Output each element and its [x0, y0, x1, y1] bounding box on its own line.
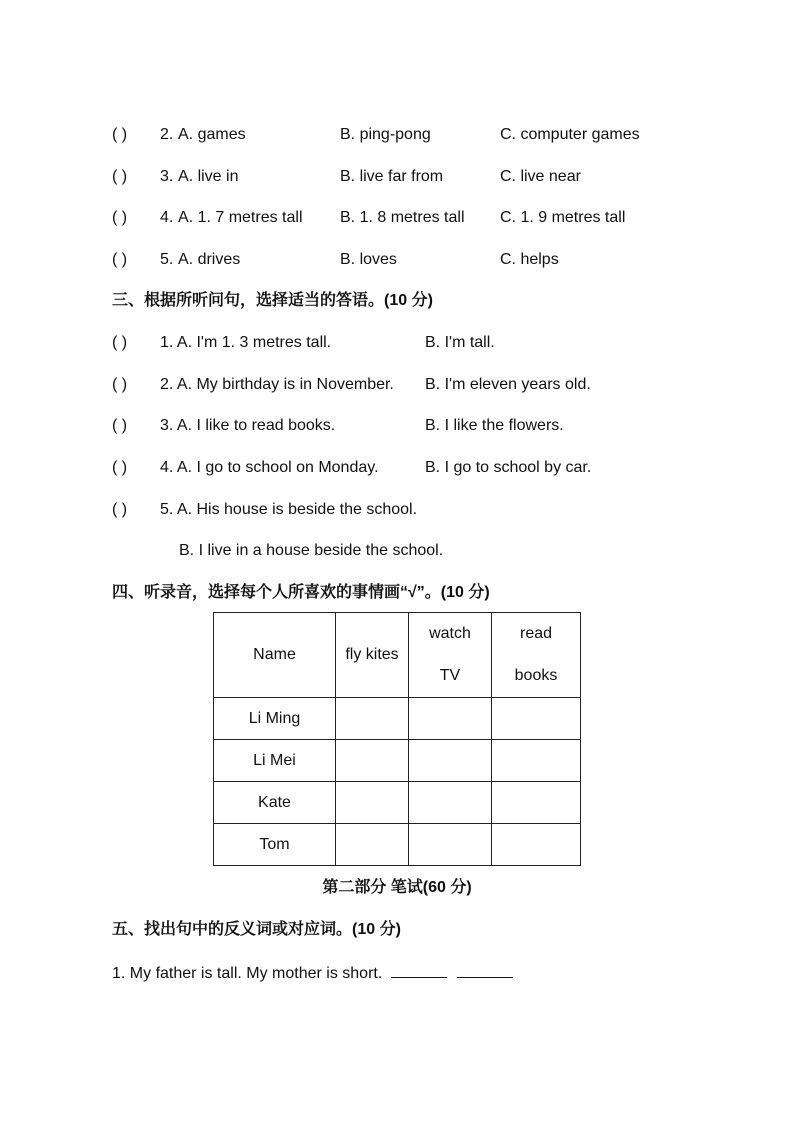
- table-row: [214, 782, 581, 824]
- section-heading: 三、根据所听问句，选择适当的答语。(10 分): [112, 292, 433, 309]
- option-a: A. drives: [178, 251, 241, 268]
- question-number: 5.: [160, 251, 174, 268]
- check-cell[interactable]: [336, 824, 409, 866]
- answer-blank: ( ): [112, 501, 128, 518]
- answer-blank: ( ): [112, 417, 128, 434]
- check-cell[interactable]: [492, 824, 581, 866]
- option-b: B. I like the flowers.: [425, 417, 564, 434]
- question-number: 4.: [160, 209, 174, 226]
- option-b: B. loves: [340, 251, 397, 268]
- table-header-row: [214, 613, 581, 698]
- option-a: 2. A. My birthday is in November.: [160, 376, 394, 393]
- table-row: [214, 698, 581, 740]
- header-line: TV: [439, 667, 461, 684]
- name-cell: Li Ming: [214, 698, 336, 740]
- column-header-fly-kites: fly kites: [336, 613, 409, 698]
- option-b: B. live far from: [340, 168, 444, 185]
- name-cell: Kate: [214, 782, 336, 824]
- question-text: 1. My father is tall. My mother is short.: [112, 965, 383, 982]
- option-b: B. I'm eleven years old.: [425, 376, 591, 393]
- option-c: C. live near: [500, 168, 581, 185]
- table-row: [214, 824, 581, 866]
- check-cell[interactable]: [492, 782, 581, 824]
- answer-blank: ( ): [112, 251, 128, 268]
- option-c: C. helps: [500, 251, 559, 268]
- option-c: C. computer games: [500, 126, 640, 143]
- question-row: [112, 959, 513, 983]
- check-cell[interactable]: [336, 740, 409, 782]
- header-line: watch: [429, 625, 471, 642]
- check-cell[interactable]: [409, 782, 492, 824]
- check-cell[interactable]: [409, 824, 492, 866]
- option-b: B. I'm tall.: [425, 334, 495, 351]
- answer-blank: ( ): [112, 126, 128, 143]
- option-c: C. 1. 9 metres tall: [500, 209, 626, 226]
- option-b: B. I live in a house beside the school.: [179, 542, 444, 559]
- option-a: A. games: [178, 126, 246, 143]
- column-header-read-books: [492, 613, 581, 698]
- option-a: 4. A. I go to school on Monday.: [160, 459, 379, 476]
- section-heading: 五、找出句中的反义词或对应词。(10 分): [112, 921, 401, 938]
- table-row: [214, 740, 581, 782]
- name-cell: Li Mei: [214, 740, 336, 782]
- option-a: 3. A. I like to read books.: [160, 417, 336, 434]
- header-line: read: [519, 625, 553, 642]
- answer-blank: ( ): [112, 459, 128, 476]
- column-header-name: Name: [214, 613, 336, 698]
- answer-line[interactable]: [391, 959, 447, 978]
- name-cell: Tom: [214, 824, 336, 866]
- option-a: A. live in: [178, 168, 239, 185]
- answer-blank: ( ): [112, 376, 128, 393]
- check-cell[interactable]: [409, 740, 492, 782]
- answer-line[interactable]: [457, 959, 513, 978]
- answer-blank: ( ): [112, 209, 128, 226]
- option-b: B. 1. 8 metres tall: [340, 209, 465, 226]
- check-cell[interactable]: [492, 740, 581, 782]
- header-line: books: [514, 667, 558, 684]
- check-cell[interactable]: [409, 698, 492, 740]
- column-header-watch-tv: [409, 613, 492, 698]
- option-b: B. I go to school by car.: [425, 459, 592, 476]
- answer-blank: ( ): [112, 334, 128, 351]
- option-a: 5. A. His house is beside the school.: [160, 501, 418, 518]
- option-b: B. ping-pong: [340, 126, 431, 143]
- answer-blank: ( ): [112, 168, 128, 185]
- check-cell[interactable]: [336, 782, 409, 824]
- preference-table: [213, 612, 581, 866]
- check-cell[interactable]: [336, 698, 409, 740]
- question-number: 3.: [160, 168, 174, 185]
- part-heading: 第二部分 笔试(60 分): [322, 879, 472, 896]
- check-cell[interactable]: [492, 698, 581, 740]
- option-a: A. 1. 7 metres tall: [178, 209, 303, 226]
- section-heading: 四、听录音，选择每个人所喜欢的事情画“√”。(10 分): [112, 584, 490, 601]
- question-number: 2.: [160, 126, 174, 143]
- option-a: 1. A. I'm 1. 3 metres tall.: [160, 334, 332, 351]
